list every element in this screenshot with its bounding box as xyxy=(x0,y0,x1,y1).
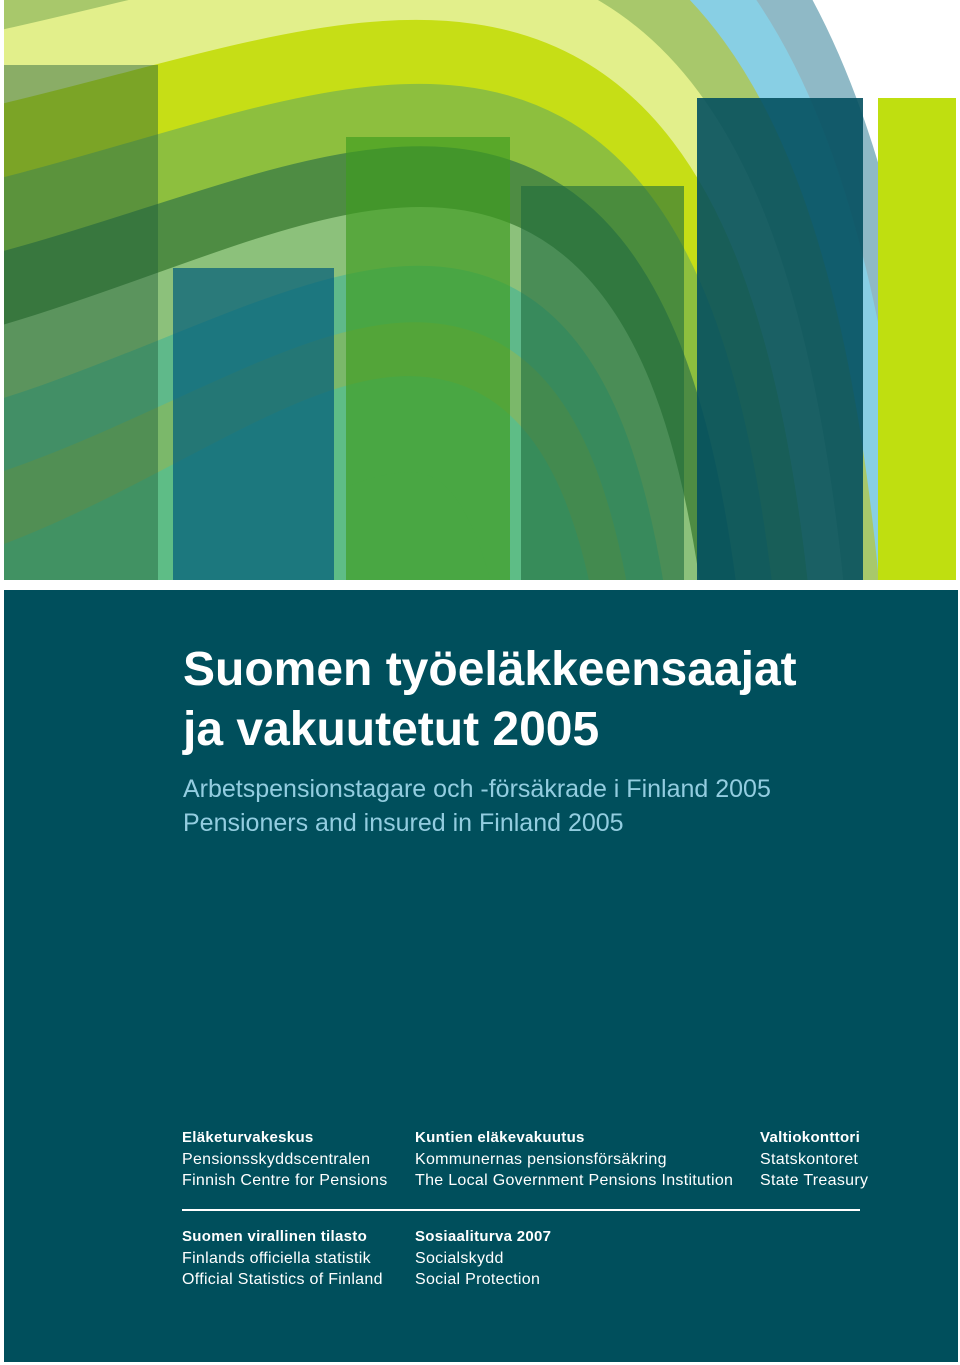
series-list xyxy=(4,1226,958,1292)
publisher-name-english: State Treasury xyxy=(760,1172,869,1189)
publisher-name-english: Finnish Centre for Pensions xyxy=(182,1172,388,1189)
series-name-swedish: Finlands officiella statistik xyxy=(182,1249,371,1267)
publisher-name-swedish: Pensionsskyddscentralen xyxy=(182,1150,371,1168)
subtitle-swedish: Arbetspensionstagare och -försäkrade i Finland 2005 xyxy=(183,775,771,803)
series-name-swedish: Socialskydd xyxy=(415,1249,504,1267)
publisher-name: Valtiokonttori xyxy=(760,1129,861,1146)
series-column xyxy=(415,1226,551,1291)
series-column xyxy=(182,1226,383,1291)
series-name: Suomen virallinen tilasto xyxy=(182,1228,368,1245)
cover-artwork xyxy=(4,0,958,580)
publisher-name: Eläketurvakeskus xyxy=(182,1129,314,1146)
graphic-bar xyxy=(346,137,510,580)
separator-line xyxy=(182,1209,860,1211)
publisher-column xyxy=(760,1127,868,1192)
report-title xyxy=(183,640,797,760)
graphic-bar xyxy=(521,186,684,580)
graphic-bar xyxy=(878,98,956,580)
series-name-english: Official Statistics of Finland xyxy=(182,1271,383,1288)
publisher-column xyxy=(415,1127,733,1192)
cover-panel xyxy=(4,590,958,1362)
graphic-bar xyxy=(697,98,863,580)
graphic-bar xyxy=(4,65,158,580)
series-name-english: Social Protection xyxy=(415,1271,541,1288)
title-line: ja vakuutetut 2005 xyxy=(183,703,600,756)
publisher-name-english: The Local Government Pensions Institution xyxy=(415,1172,734,1189)
bar-columns xyxy=(4,65,956,580)
publisher-list xyxy=(4,1127,958,1193)
graphic-bar xyxy=(173,268,334,580)
publisher-column xyxy=(182,1127,388,1192)
publisher-name: Kuntien eläkevakuutus xyxy=(415,1129,585,1146)
publisher-name-swedish: Statskontoret xyxy=(760,1150,859,1168)
subtitle-english: Pensioners and insured in Finland 2005 xyxy=(183,809,624,837)
series-name: Sosiaaliturva 2007 xyxy=(415,1228,552,1245)
publisher-name-swedish: Kommunernas pensionsförsäkring xyxy=(415,1150,667,1168)
report-subtitles xyxy=(183,772,771,840)
title-line: Suomen työeläkkeensaajat xyxy=(183,643,797,696)
